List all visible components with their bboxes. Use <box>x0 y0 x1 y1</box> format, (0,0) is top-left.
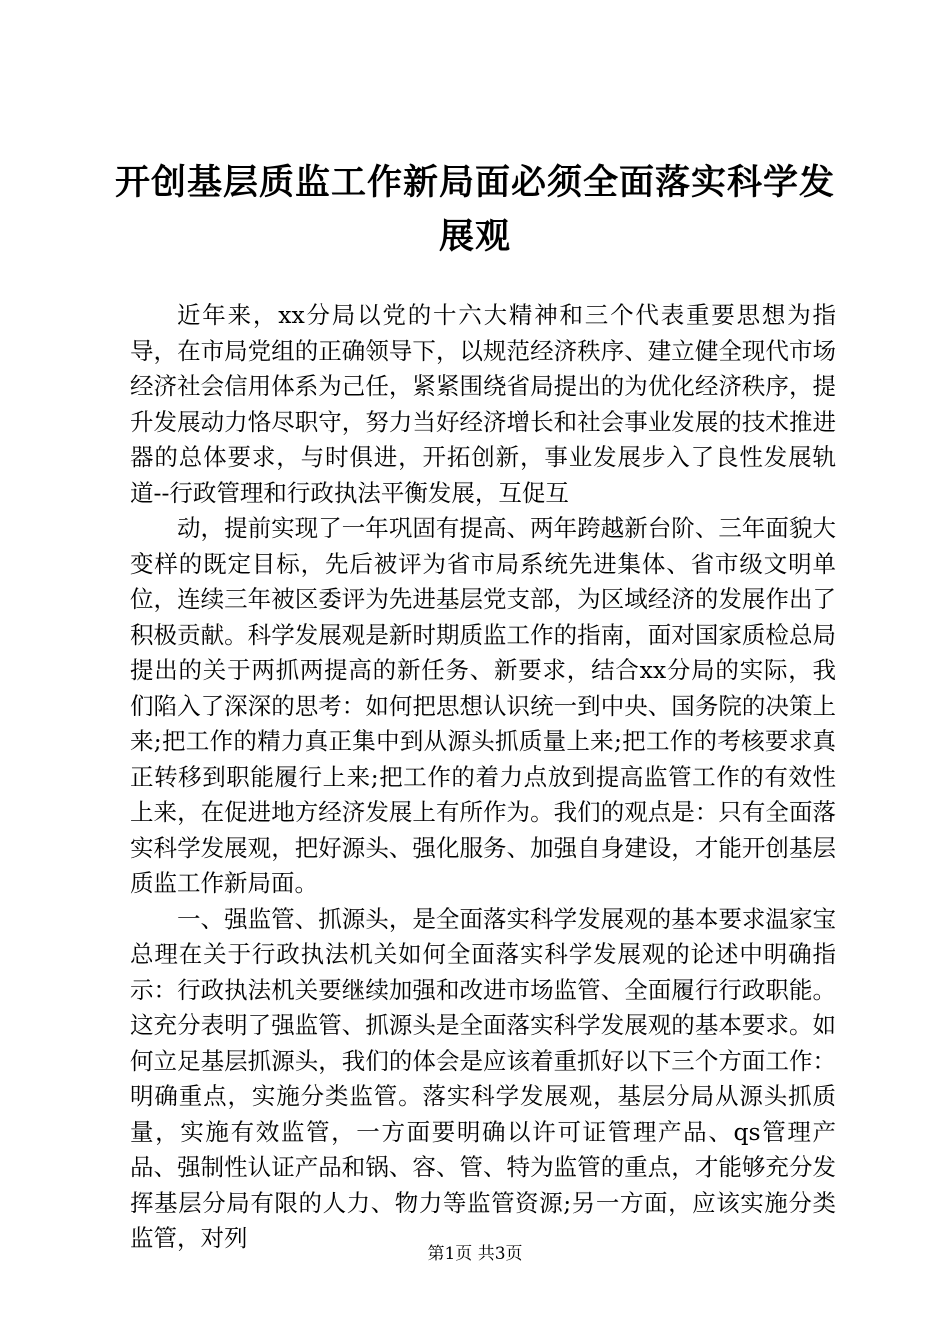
paragraph: 动，提前实现了一年巩固有提高、两年跨越新台阶、三年面貌大变样的既定目标，先后被评为省市局系统先进集体、省市级文明单位，连续三年被区委评为先进基层党支部，为区域经济的发展作出了积极贡献。科学发展观是新时期质监工作的指南，面对国家质检总局提出的关于两抓两提高的新任务、新要求，结合xx分局的实际，我们陷入了深深的思考：如何把思想认识统一到中央、国务院的决策上来;把工作的精力真正集中到从源头抓质量上来;把工作的考核要求真正转移到职能履行上来;把工作的着力点放到提高监管工作的有效性上来，在促进地方经济发展上有所作为。我们的观点是：只有全面落实科学发展观，把好源头、强化服务、加强自身建设，才能开创基层质监工作新局面。 <box>130 514 836 897</box>
document-body <box>130 298 836 1257</box>
paragraph: 一、强监管、抓源头，是全面落实科学发展观的基本要求温家宝总理在关于行政执法机关如何全面落实科学发展观的论述中明确指示：行政执法机关要继续加强和改进市场监管、全面履行行政职能。这充分表明了强监管、抓源头是全面落实科学发展观的基本要求。如何立足基层抓源头，我们的体会是应该着重抓好以下三个方面工作：明确重点，实施分类监管。落实科学发展观，基层分局从源头抓质量，实施有效监管，一方面要明确以许可证管理产品、qs管理产品、强制性认证产品和锅、容、管、特为监管的重点，才能够充分发挥基层分局有限的人力、物力等监管资源;另一方面，应该实施分类监管，对列 <box>130 904 836 1252</box>
document-title: 开创基层质监工作新局面必须全面落实科学发展观 <box>114 162 835 257</box>
page-footer: 第1页 共3页 <box>427 1244 523 1264</box>
paragraph: 近年来，xx分局以党的十六大精神和三个代表重要思想为指导，在市局党组的正确领导下，以规范经济秩序、建立健全现代市场经济社会信用体系为己任，紧紧围绕省局提出的为优化经济秩序，提升发展动力恪尽职守，努力当好经济增长和社会事业发展的技术推进器的总体要求，与时俱进，开拓创新，事业发展步入了良性发展轨道--行政管理和行政执法平衡发展，互促互 <box>130 301 836 507</box>
